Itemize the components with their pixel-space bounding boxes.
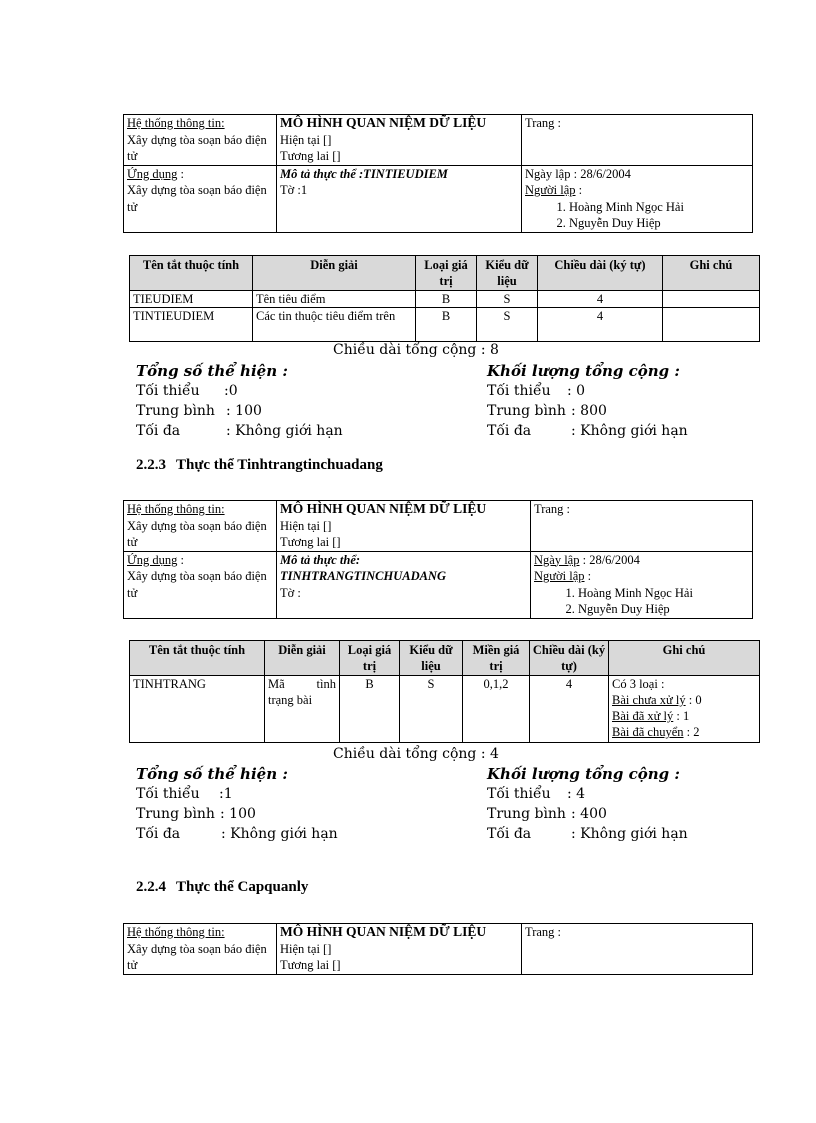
model-cell — [277, 501, 531, 552]
author-label: Người lập — [525, 183, 576, 197]
cell-desc: Các tin thuộc tiêu điểm trên — [253, 308, 416, 342]
volume-min-label: Tối thiểu — [487, 786, 551, 802]
note-label: Bài đã xử lý — [612, 709, 674, 723]
volume-title: Khối lượng tổng cộng : — [487, 362, 680, 380]
volume-avg: : 400 — [571, 806, 607, 822]
entity-desc-cell — [277, 165, 522, 232]
instances-min: :1 — [219, 786, 233, 802]
attribute-table-tinhtrang — [129, 640, 760, 743]
col-header: Diễn giải — [265, 641, 340, 676]
volume-max-label: Tối đa — [487, 826, 532, 842]
cell-length: 4 — [530, 676, 609, 743]
col-header: Loại giá trị — [340, 641, 400, 676]
page-label: Trang : — [534, 502, 571, 516]
col-header: Loại giá trị — [416, 256, 477, 291]
col-header: Kiểu dữ liệu — [477, 256, 538, 291]
table-row — [130, 308, 760, 342]
model-title: MÔ HÌNH QUAN NIỆM DỮ LIỆU — [280, 501, 487, 516]
cell-type: B — [340, 676, 400, 743]
cell-type: B — [416, 291, 477, 308]
page-cell — [522, 924, 753, 975]
instances-title: Tổng số thể hiện : — [136, 362, 288, 380]
application-value: Xây dựng tòa soạn báo điện tử — [127, 569, 267, 600]
note-head: Có 3 loại : — [612, 677, 665, 691]
application-label: Ứng dụng — [127, 166, 178, 181]
volume-max-label: Tối đa — [487, 423, 532, 439]
col-header: Chiều dài (ký tự) — [530, 641, 609, 676]
application-suffix: : — [177, 552, 184, 567]
total-length: Chiều dài tổng cộng : 4 — [333, 746, 499, 762]
future-checkbox: Tương lai [] — [280, 535, 341, 549]
entity-desc-cell — [277, 551, 531, 618]
cell-name: TIEUDIEM — [130, 291, 253, 308]
page-label: Trang : — [525, 116, 562, 130]
system-cell — [124, 501, 277, 552]
section-title: Thực thể Tinhtrangtinchuadang — [176, 457, 383, 473]
model-title: MÔ HÌNH QUAN NIỆM DỮ LIỆU — [280, 924, 487, 939]
cell-name: TINTIEUDIEM — [130, 308, 253, 342]
cell-type: B — [416, 308, 477, 342]
instances-max: : Không giới hạn — [226, 423, 343, 439]
author-cell — [522, 165, 753, 232]
cell-note — [609, 676, 760, 743]
entity-desc-label: Mô tả thực thể :TINTIEUDIEM — [280, 166, 448, 181]
col-header: Chiều dài (ký tự) — [538, 256, 663, 291]
author-item: 2. Nguyễn Duy Hiệp — [569, 215, 749, 231]
volume-avg-label: Trung bình — [487, 806, 566, 822]
author-item: 2. Nguyễn Duy Hiệp — [578, 601, 749, 617]
col-header: Diễn giải — [253, 256, 416, 291]
volume-min-label: Tối thiểu — [487, 383, 551, 399]
col-header: Tên tắt thuộc tính — [130, 256, 253, 291]
section-number: 2.2.3 — [136, 457, 166, 473]
instances-avg: : 100 — [220, 806, 256, 822]
instances-max-label: Tối đa — [136, 826, 181, 842]
instances-max: : Không giới hạn — [221, 826, 338, 842]
author-item: 1. Hoàng Minh Ngọc Hải — [578, 585, 749, 601]
system-cell — [124, 115, 277, 166]
author-list — [525, 199, 749, 231]
cell-note — [663, 308, 760, 342]
system-cell — [124, 924, 277, 975]
system-label: Hệ thống thông tin: — [127, 502, 225, 516]
author-cell — [531, 551, 753, 618]
cell-domain: 0,1,2 — [463, 676, 530, 743]
section-title: Thực thể Capquanly — [176, 879, 309, 895]
page-cell — [531, 501, 753, 552]
volume-min: : 0 — [567, 383, 586, 399]
instances-min-label: Tối thiểu — [136, 383, 200, 399]
future-checkbox: Tương lai [] — [280, 958, 341, 972]
note-value: : 2 — [683, 725, 700, 739]
volume-title: Khối lượng tổng cộng : — [487, 765, 680, 783]
cell-desc: Tên tiêu điểm — [253, 291, 416, 308]
volume-avg: : 800 — [571, 403, 607, 419]
cell-desc: Mã tình trạng bài — [265, 676, 340, 743]
instances-max-label: Tối đa — [136, 423, 181, 439]
volume-max: : Không giới hạn — [571, 826, 688, 842]
model-cell — [277, 924, 522, 975]
created-date: Ngày lập : 28/6/2004 — [525, 166, 631, 181]
system-value: Xây dựng tòa soạn báo điện tử — [127, 941, 267, 972]
application-cell — [124, 165, 277, 232]
note-value: : 0 — [685, 693, 702, 707]
col-header: Miền giá trị — [463, 641, 530, 676]
col-header: Ghi chú — [609, 641, 760, 676]
author-suffix: : — [575, 183, 583, 197]
col-header: Tên tắt thuộc tính — [130, 641, 265, 676]
instances-title: Tổng số thể hiện : — [136, 765, 288, 783]
instances-avg: : 100 — [226, 403, 262, 419]
entity-header-table-capquanly — [123, 923, 753, 975]
cell-kind: S — [400, 676, 463, 743]
volume-avg-label: Trung bình — [487, 403, 566, 419]
current-checkbox: Hiện tại [] — [280, 132, 332, 147]
author-label: Người lập — [534, 569, 585, 583]
sheet-number: Tờ : — [280, 585, 301, 600]
created-date-value: : 28/6/2004 — [579, 552, 640, 567]
page-cell — [522, 115, 753, 166]
future-checkbox: Tương lai [] — [280, 149, 341, 163]
instances-avg-label: Trung bình — [136, 403, 215, 419]
application-cell — [124, 551, 277, 618]
instances-min-label: Tối thiểu — [136, 786, 200, 802]
entity-desc-label: Mô tả thực thể: — [280, 552, 361, 567]
model-cell — [277, 115, 522, 166]
attribute-table-tintieudiem — [129, 255, 760, 342]
note-value: : 1 — [673, 709, 690, 723]
author-item: 1. Hoàng Minh Ngọc Hải — [569, 199, 749, 215]
author-suffix: : — [584, 569, 592, 583]
table-row — [130, 291, 760, 308]
current-checkbox: Hiện tại [] — [280, 518, 332, 533]
model-title: MÔ HÌNH QUAN NIỆM DỮ LIỆU — [280, 115, 487, 130]
application-value: Xây dựng tòa soạn báo điện tử — [127, 183, 267, 214]
section-heading-2-2-4 — [136, 879, 308, 896]
created-date-label: Ngày lập — [534, 552, 580, 567]
entity-desc-value: TINHTRANGTINCHUADANG — [280, 569, 446, 583]
note-label: Bài đã chuyển — [612, 725, 684, 739]
table-row — [130, 676, 760, 743]
col-header: Ghi chú — [663, 256, 760, 291]
page-label: Trang : — [525, 925, 562, 939]
section-number: 2.2.4 — [136, 879, 166, 895]
instances-avg-label: Trung bình — [136, 806, 215, 822]
author-list — [534, 585, 749, 617]
sheet-number: Tờ :1 — [280, 183, 308, 197]
volume-max: : Không giới hạn — [571, 423, 688, 439]
instances-min: :0 — [224, 383, 238, 399]
application-suffix: : — [177, 166, 184, 181]
system-label: Hệ thống thông tin: — [127, 116, 225, 130]
cell-length: 4 — [538, 308, 663, 342]
system-value: Xây dựng tòa soạn báo điện tử — [127, 132, 267, 163]
system-label: Hệ thống thông tin: — [127, 925, 225, 939]
system-value: Xây dựng tòa soạn báo điện tử — [127, 518, 267, 549]
application-label: Ứng dụng — [127, 552, 178, 567]
section-heading-2-2-3 — [136, 457, 383, 474]
cell-kind: S — [477, 308, 538, 342]
current-checkbox: Hiện tại [] — [280, 941, 332, 956]
cell-note — [663, 291, 760, 308]
entity-header-table-tinhtrang — [123, 500, 753, 619]
total-length: Chiều dài tổng cộng : 8 — [333, 342, 499, 358]
cell-length: 4 — [538, 291, 663, 308]
volume-min: : 4 — [567, 786, 586, 802]
cell-kind: S — [477, 291, 538, 308]
note-label: Bài chưa xử lý — [612, 693, 686, 707]
col-header: Kiểu dữ liệu — [400, 641, 463, 676]
entity-header-table-tintieudiem — [123, 114, 753, 233]
cell-name: TINHTRANG — [130, 676, 265, 743]
